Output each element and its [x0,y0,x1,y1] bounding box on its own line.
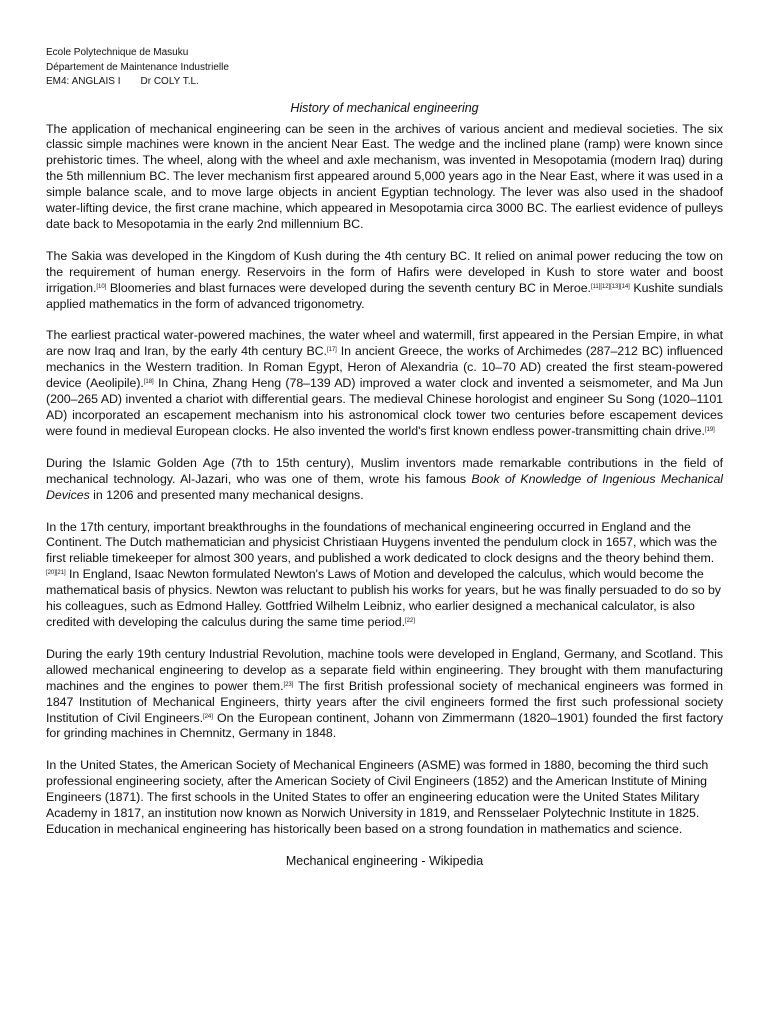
paragraph-islamic [46,456,723,504]
document-page [46,46,723,868]
citation-ref: [20][21] [46,570,66,577]
citation-ref: [10] [96,283,107,290]
document-footer: Mechanical engineering - Wikipedia [285,853,484,868]
course-line [46,75,723,90]
document-header [46,46,723,90]
course-name: EM4: ANGLAIS I [46,76,121,87]
paragraph-17th-century [46,520,723,631]
paragraph-text: The Sakia was developed in the Kingdom of Kush during the 4th century BC. It relied on animal power reducing the tow on the requirement of human energy. Reservoirs in the form of Hafirs were developed in Kush to store water and boost irrigation. [46,248,723,295]
citation-ref: [17] [326,347,337,354]
paragraph-text: In China, Zhang Heng (78–139 AD) improved a water clock and invented a seismometer, and Ma Jun (200–265 AD) invented a chariot with differential gears. The medieval Chinese horologist and engineer Su Song (1020–1101 AD) incorporated an escapement mechanism into his astronomical clock tower two centuries before escapement devices were found in medieval European clocks. He also invented the world's first known endless power-transmitting chain drive. [46,376,723,438]
paragraph-water-power [46,328,723,439]
paragraph-kush [46,249,723,313]
paragraph-text: On the European continent, Johann von Zimmermann (1820–1901) founded the first factory for grinding machines in Chemnitz, Germany in 1848. [46,710,723,741]
citation-ref: [24] [203,713,213,720]
paragraph-text: The first British professional society of mechanical engineers was formed in 1847 Institution of Mechanical Engineers, thirty years after the civil engineers formed the first such professional society Institution of Civil Engineers. [46,678,724,725]
citation-ref: [11][12][13][14] [590,283,630,290]
paragraph-text: In England, Isaac Newton formulated Newton's Laws of Motion and developed the calculus, which would become the mathematical basis of physics. Newton was reluctant to publish his works for years, but he was finally persuaded to do so by his colleagues, such as Edmond Halley. Gottfried Wilhelm Leibniz, who earlier designed a mechanical calculator, is also credited with developing the calculus during the same time period. [46,567,721,629]
document-title: History of mechanical engineering [290,100,479,115]
paragraph-industrial-revolution [46,647,723,742]
book-title: Book of Knowledge of Ingenious Mechanical Devices [46,471,724,502]
citation-ref: [23] [283,681,294,688]
paragraph-text: The earliest practical water-powered machines, the water wheel and watermill, first appeared in the Persian Empire, in what are now Iraq and Iran, by the early 4th century BC. [46,328,723,359]
school-name: Ecole Polytechnique de Masuku [46,47,189,58]
citation-ref: [22] [405,617,415,624]
department-name: Département de Maintenance Industrielle [46,61,229,73]
paragraph-text: In the 17th century, important breakthroughs in the foundations of mechanical engineering occurred in England and the Continent. The Dutch mathematician and physicist Christiaan Huygens invented the pendulum clock in 1657, which was the first reliable timekeeper for almost 300 years, and published a work dedicated to clock designs and the theory behind them. [46,519,717,566]
paragraph-text: in 1206 and presented many mechanical designs. [89,487,364,502]
paragraph-text: Bloomeries and blast furnaces were developed during the seventh century BC in Meroe. [106,280,591,295]
citation-ref: [18] [143,379,154,386]
citation-ref: [19] [704,426,715,433]
paragraph-text: In ancient Greece, the works of Archimedes (287–212 BC) influenced mechanics in the Western tradition. In Roman Egypt, Heron of Alexandria (c. 10–70 AD) created the first steam-powered device (Aeolipile). [46,344,723,391]
paragraph-text: During the early 19th century Industrial Revolution, machine tools were developed in England, Germany, and Scotland. This allowed mechanical engineering to develop as a separate field within engineering. They brought with them manufacturing machines and the engines to power them. [46,646,723,693]
paragraph-text: During the Islamic Golden Age (7th to 15th century), Muslim inventors made remarkable contributions in the field of mechanical technology. Al-Jazari, who was one of them, wrote his famous [46,455,723,486]
paragraph-text: Kushite sundials applied mathematics in the form of advanced trigonometry. [46,280,724,311]
paragraph-united-states: In the United States, the American Society of Mechanical Engineers (ASME) was formed in 1880, becoming the third such professional engineering society, after the American Society of Civil Engineers (1852) and the American Institute of Mining Engineers (1871). The first schools in the United States to offer an engineering education were the United States Military Academy in 1817, an institution now known as Norwich University in 1819, and Rensselaer Polytechnic Institute in 1825. Education in mechanical engineering has historically been based on a strong foundation in mathematics and science. [46,758,709,836]
teacher-name: Dr COLY T.L. [140,76,199,87]
paragraph-ancient: The application of mechanical engineering can be seen in the archives of various ancient and medieval societies. The six classic simple machines were known in the ancient Near East. The wedge and the inclined plane (ramp) were known since prehistoric times. The wheel, along with the wheel and axle mechanism, was invented in Mesopotamia (modern Iraq) during the 5th millennium BC. The lever mechanism first appeared around 5,000 years ago in the Near East, where it was used in a simple balance scale, and to move large objects in ancient Egyptian technology. The lever was also used in the shadoof water-lifting device, the first crane machine, which appeared in Mesopotamia circa 3000 BC. The earliest evidence of pulleys date back to Mesopotamia in the early 2nd millennium BC. [46,121,723,231]
